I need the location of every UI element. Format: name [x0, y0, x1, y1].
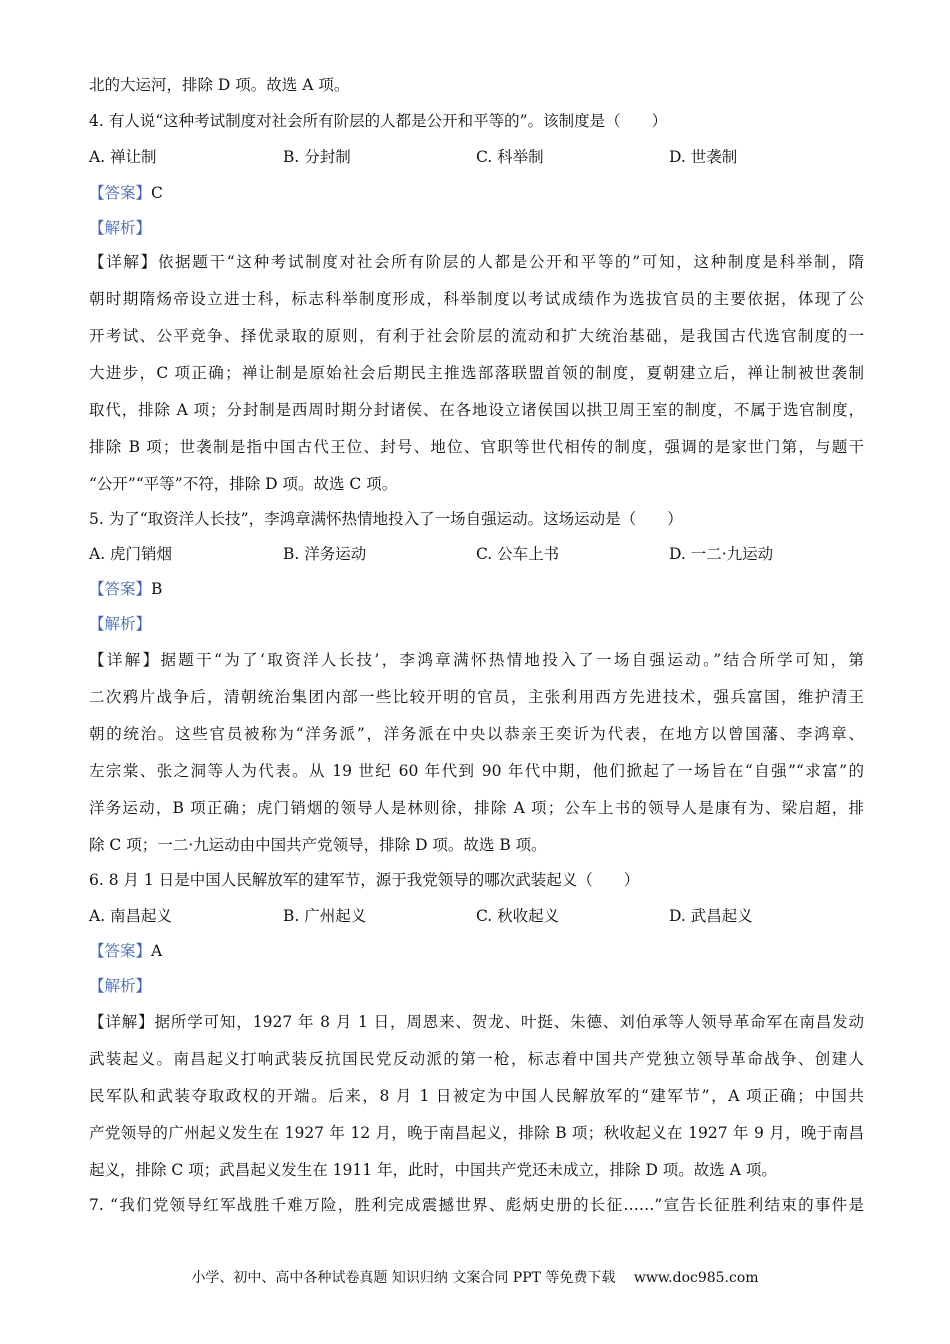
analysis-tag: 【解析】: [89, 615, 152, 633]
q7-stem: 7. “我们党领导红军战胜千难万险，胜利完成震撼世界、彪炳史册的长征……”宣告长征胜利结束的事件是: [89, 1196, 864, 1214]
q5-option-d: D. 一二·九运动: [669, 545, 774, 563]
q5-detail-line: 除 C 项；一二·九运动由中国共产党领导，排除 D 项。故选 B 项。: [89, 836, 547, 854]
q4-detail-line: 排除 B 项；世袭制是指中国古代王位、封号、地位、官职等世代相传的制度，强调的是家世门第，与题干: [89, 438, 864, 456]
q6-detail-text: 据所学可知，1927 年 8 月 1 日，周恩来、贺龙、叶挺、朱德、刘伯承等人领导革命军在南昌发动: [154, 1013, 864, 1031]
q4-analysis-tag: [89, 218, 864, 238]
q5-detail-line: [89, 650, 864, 670]
q5-option-a: A. 虎门销烟: [89, 545, 173, 563]
q5-detail-line: 二次鸦片战争后，清朝统治集团内部一些比较开明的官员，主张利用西方先进技术，强兵富国，维护清王: [89, 688, 864, 706]
q5-option-c: C. 公车上书: [476, 545, 560, 563]
q6-option-d: D. 武昌起义: [669, 907, 753, 925]
q4-answer-value: C: [151, 184, 163, 202]
q6-analysis-tag: [89, 976, 864, 996]
q4-option-c: C. 科举制: [476, 148, 544, 166]
analysis-tag: 【解析】: [89, 977, 152, 995]
q5-option-b: B. 洋务运动: [283, 545, 367, 563]
q4-detail-line: [89, 252, 864, 272]
answer-tag: 【答案】: [89, 580, 152, 598]
q6-detail-line: 民军队和武装夺取政权的开端。后来，8 月 1 日被定为中国人民解放军的“建军节”，A 项正确；中国共: [89, 1087, 864, 1105]
q4-answer: [89, 183, 864, 203]
detail-tag: 【详解】: [89, 253, 158, 271]
q6-stem: 6. 8 月 1 日是中国人民解放军的建军节，源于我党领导的哪次武装起义（ ）: [89, 871, 640, 889]
q4-option-b: B. 分封制: [283, 148, 351, 166]
detail-tag: 【详解】: [89, 1013, 155, 1031]
q5-detail-text: 据题干“为了‘取资洋人长技’，李鸿章满怀热情地投入了一场自强运动。”结合所学可知，第: [160, 651, 864, 669]
q6-detail-line: 起义，排除 C 项；武昌起义发生在 1911 年，此时，中国共产党还未成立，排除 D 项。故选 A 项。: [89, 1161, 777, 1179]
q6-option-c: C. 秋收起义: [476, 907, 560, 925]
q6-detail-line: [89, 1012, 864, 1032]
q5-answer-value: B: [151, 580, 163, 598]
detail-tag: 【详解】: [89, 651, 161, 669]
q4-detail-line: 取代，排除 A 项；分封制是西周时期分封诸侯、在各地设立诸侯国以拱卫周王室的制度，不属于选官制度，: [89, 401, 864, 419]
q4-option-a: A. 禅让制: [89, 148, 157, 166]
q6-option-b: B. 广州起义: [283, 907, 367, 925]
answer-tag: 【答案】: [89, 184, 152, 202]
q6-answer: [89, 941, 864, 961]
q4-detail-line: “公开”“平等”不符，排除 D 项。故选 C 项。: [89, 475, 398, 493]
page-footer: 小学、初中、高中各种试卷真题 知识归纳 文案合同 PPT 等免费下载 www.doc985.com: [191, 1270, 759, 1286]
q5-answer: [89, 579, 864, 599]
q6-option-a: A. 南昌起义: [89, 907, 173, 925]
q4-detail-line: 大进步，C 项正确；禅让制是原始社会后期民主推选部落联盟首领的制度，夏朝建立后，禅让制被世袭制: [89, 364, 864, 382]
q6-detail-line: 产党领导的广州起义发生在 1927 年 12 月，晚于南昌起义，排除 B 项；秋收起义在 1927 年 9 月，晚于南昌: [89, 1124, 864, 1142]
answer-tag: 【答案】: [89, 942, 152, 960]
q4-detail-text: 依据题干“这种考试制度对社会所有阶层的人都是公开和平等的”可知，这种制度是科举制，隋: [157, 253, 864, 271]
analysis-tag: 【解析】: [89, 219, 152, 237]
prev-answer-tail: 北的大运河，排除 D 项。故选 A 项。: [89, 76, 350, 94]
q5-detail-line: 左宗棠、张之洞等人为代表。从 19 世纪 60 年代到 90 年代中期，他们掀起了一场旨在“自强”“求富”的: [89, 762, 864, 780]
q4-detail-line: 开考试、公平竞争、择优录取的原则，有利于社会阶层的流动和扩大统治基础，是我国古代选官制度的一: [89, 327, 864, 345]
q5-detail-line: 朝的统治。这些官员被称为“洋务派”，洋务派在中央以恭亲王奕䜣为代表，在地方以曾国藩、李鸿章、: [89, 725, 864, 743]
q5-detail-line: 洋务运动，B 项正确；虎门销烟的领导人是林则徐，排除 A 项；公车上书的领导人是康有为、梁启超，排: [89, 799, 864, 817]
q4-detail-line: 朝时期隋炀帝设立进士科，标志科举制度形成，科举制度以考试成绩作为选拔官员的主要依据，体现了公: [89, 290, 864, 308]
q4-option-d: D. 世袭制: [669, 148, 738, 166]
q4-stem: 4. 有人说“这种考试制度对社会所有阶层的人都是公开和平等的”。该制度是（ ）: [89, 112, 668, 130]
q5-stem: 5. 为了“取资洋人长技”，李鸿章满怀热情地投入了一场自强运动。这场运动是（ ）: [89, 510, 683, 528]
q6-answer-value: A: [151, 942, 163, 960]
q6-detail-line: 武装起义。南昌起义打响武装反抗国民党反动派的第一枪，标志着中国共产党独立领导革命战争、创建人: [89, 1050, 864, 1068]
q5-analysis-tag: [89, 614, 864, 634]
